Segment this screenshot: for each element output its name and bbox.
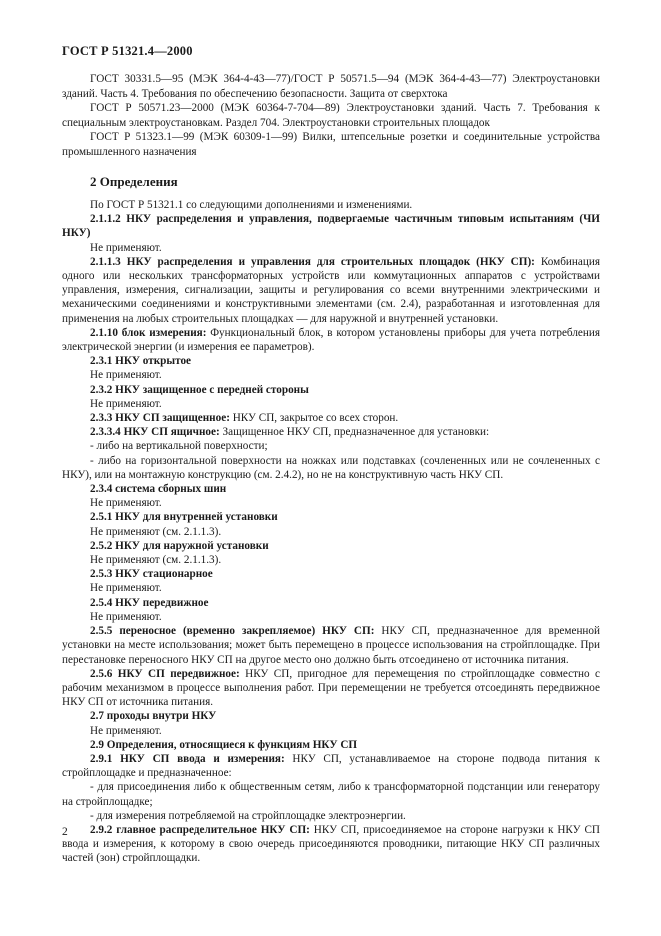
- definition-text: Не применяют.: [90, 241, 162, 254]
- definition-paragraph: [62, 241, 600, 255]
- definition-term: 2.9 Определения, относящиеся к функциям НКУ СП: [90, 738, 358, 751]
- definition-paragraph: [62, 525, 600, 539]
- section-title: 2 Определения: [90, 174, 178, 189]
- definition-term: 2.3.3.4 НКУ СП ящичное:: [90, 426, 220, 439]
- definition-text: По ГОСТ Р 51321.1 со следующими дополнениями и изменениями.: [90, 199, 413, 211]
- definition-paragraph: [62, 780, 600, 808]
- definition-text: НКУ СП, устанавливаемое на стороне подвода питания к стройплощадке и предназначенное:: [62, 752, 600, 780]
- definition-term: 2.3.3 НКУ СП защищенное:: [90, 412, 230, 425]
- definition-text: Не применяют.: [90, 397, 162, 410]
- definition-paragraph: [62, 255, 600, 326]
- definition-text: Защищенное НКУ СП, предназначенное для установки:: [219, 426, 490, 439]
- definition-paragraph: [62, 425, 600, 439]
- definition-paragraph: [62, 397, 600, 411]
- definition-paragraph: [62, 667, 600, 710]
- definition-paragraph: [62, 624, 600, 667]
- definition-paragraph: [62, 823, 600, 866]
- definition-paragraph: [62, 482, 600, 496]
- definition-term: 2.1.1.2 НКУ распределения и управления, подвергаемые частичным типовым испытаниям (ЧИ НКУ): [62, 213, 600, 240]
- definition-paragraph: [62, 496, 600, 510]
- definition-paragraph: [62, 596, 600, 610]
- definition-text: Не применяют.: [90, 369, 162, 382]
- definition-term: 2.3.2 НКУ защищенное с передней стороны: [90, 383, 309, 396]
- definition-text: Комбинация одного или нескольких трансформаторных устройств или коммутационных аппаратов с устройствами управления, измерения, сигнализации, защиты и регулирования со всеми внутренними электрическими и механическими соединениями и конструктивными элементами (см. 2.4), разработанная и изготовленная для применения на любых строительных площадках — для наружной и внутренней установки.: [62, 255, 600, 325]
- definition-paragraph: [62, 368, 600, 382]
- definition-term: 2.9.1 НКУ СП ввода и измерения:: [90, 752, 285, 765]
- definition-text: НКУ СП, предназначенное для временной установки на месте использования; может быть перемещено в процессе использования на стройплощадке. При перестановке переносного НКУ СП на другое место оно должно быть отсоединено от источника питания.: [62, 625, 600, 666]
- definition-text: - для измерения потребляемой на стройплощадке электроэнергии.: [90, 809, 406, 822]
- definition-paragraph: [62, 738, 600, 752]
- definition-text: Не применяют (см. 2.1.1.3).: [90, 525, 222, 538]
- reference-item: ГОСТ 30331.5—95 (МЭК 364-4-43—77)/ГОСТ Р 50571.5—94 (МЭК 364-4-43—77) Электроустановки зданий. Часть 4. Требования по обеспечению безопасности. Защита от сверхтока: [62, 73, 600, 100]
- definition-paragraph: [62, 454, 600, 482]
- definition-term: 2.7 проходы внутри НКУ: [90, 710, 217, 723]
- definition-term: 2.9.2 главное распределительное НКУ СП:: [90, 823, 310, 836]
- definition-term: 2.5.2 НКУ для наружной установки: [90, 539, 269, 552]
- definition-paragraph: [62, 553, 600, 567]
- definition-paragraph: [62, 411, 600, 425]
- reference-item: ГОСТ Р 50571.23—2000 (МЭК 60364-7-704—89) Электроустановки зданий. Часть 7. Требования к специальным электроустановкам. Раздел 704. Электроустановки строительных площадок: [62, 102, 600, 129]
- reference-item: ГОСТ Р 51323.1—99 (МЭК 60309-1—99) Вилки, штепсельные розетки и соединительные устройства промышленного назначения: [62, 131, 600, 158]
- definition-paragraph: [62, 510, 600, 524]
- definition-text: Не применяют.: [90, 724, 162, 737]
- definition-term: 2.1.10 блок измерения:: [90, 326, 207, 339]
- definition-paragraph: [62, 539, 600, 553]
- definition-term: 2.5.5 переносное (временно закрепляемое) НКУ СП:: [90, 625, 375, 638]
- definition-text: - либо на горизонтальной поверхности на ножках или подставках (сочлененных или не сочлененных с НКУ), или на монтажную конструкцию (см. 2.4.2), но не на конструктивную часть НКУ СП.: [62, 454, 600, 481]
- reference-list: [62, 72, 600, 160]
- definition-text: Функциональный блок, в котором установлены приборы для учета потребления электрической энергии (и измерения ее параметров).: [62, 326, 601, 354]
- definition-paragraph: [62, 212, 600, 240]
- definition-term: 2.3.4 система сборных шин: [90, 483, 227, 496]
- definition-text: НКУ СП, закрытое со всех сторон.: [229, 412, 399, 425]
- definition-term: 2.3.1 НКУ открытое: [90, 355, 192, 368]
- document-header: ГОСТ Р 51321.4—2000: [62, 44, 193, 58]
- definition-text: НКУ СП, присоединяемое на стороне нагрузки к НКУ СП ввода и измерения, к которому в свою очередь присоединяются проводники, питающие НКУ СП различных частей (зон) стройплощадки.: [62, 823, 600, 865]
- definition-term: 2.5.4 НКУ передвижное: [90, 596, 209, 609]
- definitions-body: [62, 198, 600, 866]
- definition-text: Не применяют (см. 2.1.1.3).: [90, 554, 222, 567]
- definition-text: Не применяют.: [90, 582, 162, 595]
- definition-term: 2.1.1.3 НКУ распределения и управления для строительных площадок (НКУ СП):: [90, 255, 535, 268]
- definition-paragraph: [62, 326, 600, 354]
- page-number: 2: [62, 826, 68, 838]
- definition-term: 2.5.3 НКУ стационарное: [90, 568, 213, 581]
- definition-paragraph: [62, 567, 600, 581]
- definition-paragraph: [62, 809, 600, 823]
- definition-paragraph: [62, 752, 600, 780]
- definition-paragraph: [62, 610, 600, 624]
- definition-paragraph: [62, 724, 600, 738]
- definition-text: - либо на вертикальной поверхности;: [90, 440, 268, 453]
- definition-text: НКУ СП, пригодное для перемещения по стройплощадке совместно с рабочим механизмом в процессе выполнения работ. При перемещении не требуется отсоединять передвижное НКУ СП от источника питания.: [62, 667, 600, 709]
- definition-text: - для присоединения либо к общественным сетям, либо к трансформаторной подстанции или генератору на стройплощадке;: [62, 781, 600, 808]
- definition-paragraph: [62, 439, 600, 453]
- definition-term: 2.5.6 НКУ СП передвижное:: [90, 667, 240, 680]
- definition-paragraph: [62, 383, 600, 397]
- definition-paragraph: [62, 354, 600, 368]
- definition-term: 2.5.1 НКУ для внутренней установки: [90, 511, 278, 524]
- definition-paragraph: [62, 709, 600, 723]
- definition-paragraph: [62, 198, 600, 212]
- definition-paragraph: [62, 581, 600, 595]
- definition-text: Не применяют.: [90, 497, 162, 510]
- definition-text: Не применяют.: [90, 610, 162, 623]
